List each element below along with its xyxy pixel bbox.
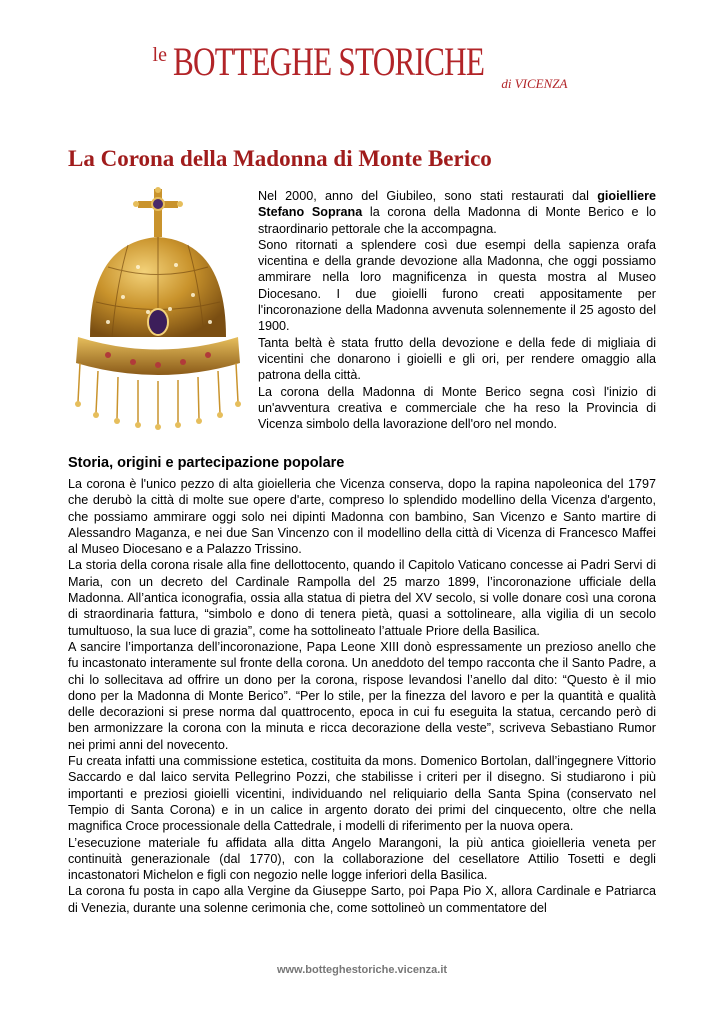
page-title: La Corona della Madonna di Monte Berico [68,146,492,171]
body-paragraph: L’esecuzione materiale fu affidata alla ditta Angelo Marangoni, la più antica gioielleria veneta per continuità generazionale (dal 1770), con la collaborazione del cesellatore Attilio Tosetti e degli incastonatori Michelon e figli con negozio nelle logge inferiori della Basilica. [68,835,656,883]
logo-prefix: le [152,44,167,66]
footer-url[interactable]: www.botteghestoriche.vicenza.it [276,964,448,976]
crown-image [68,187,248,432]
crown-band [76,337,240,375]
body-paragraph: La storia della corona risale alla fine dellottocento, quando il Capitolo Vaticano concesse ai Padri Servi di Maria, con un decreto del Cardinale Rampolla del 25 marzo 1899, l’incoronazione ufficiale della Madonna. All’antica iconografia, ossia alla statua di pietra del XV secolo, si volle donare così una corona di straordinaria fattura, “simbolo e dono di tenera pietà, quasi a sottolineare, alla vigilia di un secolo tumultuoso, la sua luce di grazia”, come ha sottolineato l’attuale Priore della Basilica. [68,558,656,638]
crown-cross [133,187,183,237]
intro-text-run: Nel 2000, anno del Giubileo, sono stati restaurati dal [258,189,598,203]
logo-subtitle: di VICENZA [501,76,568,91]
intro-paragraph: Sono ritornati a splendere così due esempi della sapienza orafa vicentina e della grande devozione alla Madonna, che oggi possiamo ammirare nella loro magnificenza in questa mostra al Museo Diocesano. I due gioielli furono creati appositamente per l'incoronazione della Madonna avvenuta solennemente il 25 agosto del 1900. [258,237,656,334]
jeweler-name: gioielliere Stefano Soprana [258,189,656,220]
logo-main-text: BOTTEGHE STORICHE [172,39,484,84]
intro-paragraph: La corona della Madonna di Monte Berico segna così l'inizio di un'avventura creativa e commerciale che ha reso la Provincia di Vicenza simbolo della lavorazione dell'oro nel mondo. [258,384,656,432]
intro-text [258,188,656,432]
body-paragraph: Fu creata infatti una commissione estetica, costituita da mons. Domenico Bortolan, dall’ingegnere Vittorio Saccardo e dal laico servita Pellegrino Pozzi, che stabilisse i criteri per il disegno. Si studiarono i più importanti e preziosi gioielli vicentini, individuando nel reliquiario della Santa Spina (conservato nel Tempio di Santa Corona) e in un calice in argento dorato dei primi del cinquecento, oltre che nella magnifica Croce processionale della Cattedrale, i modelli di riferimento per la nuova opera. [68,754,656,834]
section-body [68,476,656,916]
body-paragraph: A sancire l’importanza dell’incoronazione, Papa Leone XIII donò espressamente un prezioso anello che fu incastonato interamente sul fronte della corona. Un aneddoto del tempo racconta che il Santo Padre, a chi lo sollecitava ad offrire un dono per la corona, rispose levandosi l’anello dal dito: “Questo è il mio dono per la Madonna di Monte Berico”. “Per lo stile, per la finezza del lavoro e per la quantità e qualità delle decorazioni si prese norma dal quattrocento, epoca in cui fu eseguita la statua, cercando però di ben armonizzare la corona con la minuta e ricca decorazione della veste”, scriveva Sebastiano Rumor nei primi anni del novecento. [68,639,656,752]
intro-paragraph: Tanta beltà è stata frutto della devozione e della fede di migliaia di vicentini che donarono i gioielli e gli ori, per rendere omaggio alla patrona della città. [258,335,656,383]
crown-gem [148,309,168,335]
body-paragraph: La corona fu posta in capo alla Vergine da Giuseppe Sarto, poi Papa Pio X, allora Cardinale e Patriarca di Venezia, durante una solenne cerimonia che, come sottolineò un commentatore del [68,884,656,915]
intro-text-run: la corona della Madonna di Monte Berico e lo straordinario pettorale che la accompagna. [258,205,656,236]
body-paragraph: La corona è l'unico pezzo di alta gioielleria che Vicenza conserva, dopo la rapina napoleonica del 1797 che derubò la città di molte sue opere d'arte, compreso lo splendido modellino della Vicenza d'argento, che possiamo ammirare oggi solo nei dipinti Madonna con bambino, San Vicenzo e Santo martire di Alessandro Maganza, e nei due San Vincenzo con il modellino della città di Vicenza di Francesco Maffei al Museo Diocesano e a Palazzo Trissino. [68,477,656,557]
site-logo [0,40,724,100]
intro-paragraph [258,188,656,237]
section-heading: Storia, origini e partecipazione popolare [68,455,345,471]
